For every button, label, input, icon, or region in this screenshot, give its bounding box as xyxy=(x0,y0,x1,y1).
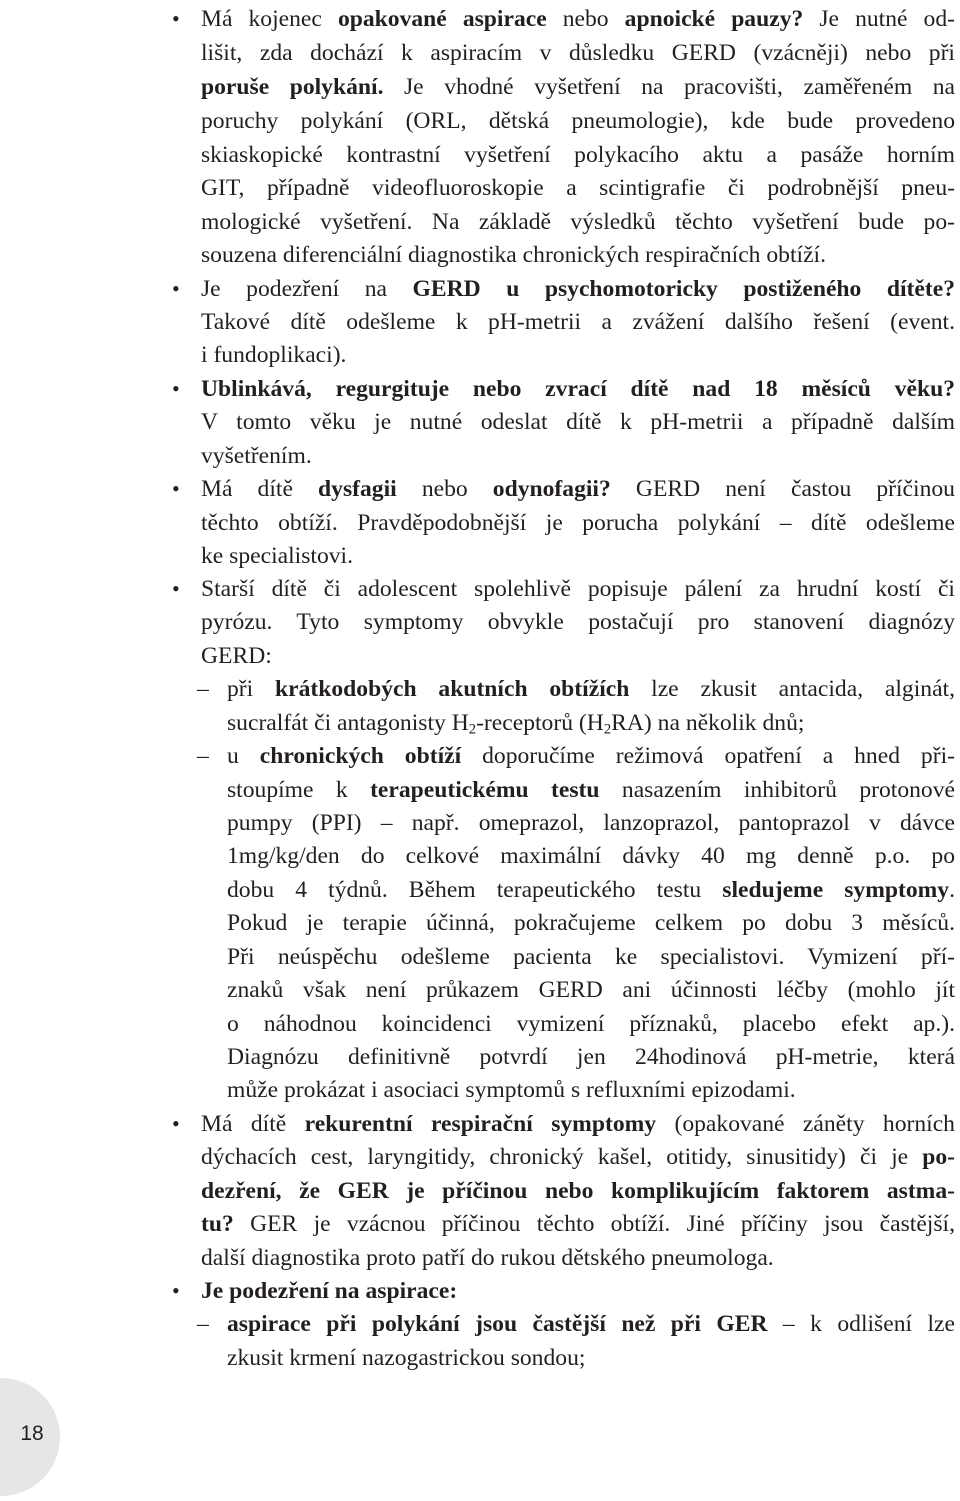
text-line: Takové dítě odešleme k pH-metrii a zvážení dalšího řešení (event. xyxy=(201,309,955,335)
text-line: GIT, případně videofluoroskopie a scintigrafie či podrobnější pneu- xyxy=(201,175,955,201)
text-line: Ublinkává, regurgituje nebo zvrací dítě nad 18 měsíců věku? xyxy=(201,376,955,402)
bullet-marker: • xyxy=(172,376,180,401)
text-line: Diagnózu definitivně potvrdí jen 24hodinová pH-metrie, která xyxy=(227,1044,955,1070)
text-line: Má kojenec opakované aspirace nebo apnoické pauzy? Je nutné od- xyxy=(201,6,955,32)
text-line: Je podezření na aspirace: xyxy=(201,1278,458,1304)
text-line: pyrózu. Tyto symptomy obvykle postačují pro stanovení diagnózy xyxy=(201,609,955,635)
dash-marker: – xyxy=(197,676,209,702)
bullet-marker: • xyxy=(172,1111,180,1136)
text-line: aspirace při polykání jsou častější než při GER – k odlišení lze xyxy=(227,1311,955,1337)
text-line: GERD: xyxy=(201,643,272,669)
bullet-marker: • xyxy=(172,1278,180,1303)
text-line: poruše polykání. Je vhodné vyšetření na pracovišti, zaměřeném na xyxy=(201,74,955,100)
text-line: další diagnostika proto patří do rukou dětského pneumologa. xyxy=(201,1245,774,1271)
text-line: 1mg/kg/den do celkové maximální dávky 40 mg denně p.o. po xyxy=(227,843,955,869)
text-line: Při neúspěchu odešleme pacienta ke specialistovi. Vymizení pří- xyxy=(227,944,955,970)
bullet-marker: • xyxy=(172,276,180,301)
text-line: ke specialistovi. xyxy=(201,543,354,569)
text-line: lišit, zda dochází k aspiracím v důsledku GERD (vzácněji) nebo při xyxy=(201,40,955,66)
text-line: vyšetřením. xyxy=(201,443,312,469)
text-line: zkusit krmení nazogastrickou sondou; xyxy=(227,1345,586,1371)
text-line: stoupíme k terapeutickému testu nasazením inhibitorů protonové xyxy=(227,777,955,803)
text-line: dezření, že GER je příčinou nebo komplikujícím faktorem astma- xyxy=(201,1178,955,1204)
text-line: V tomto věku je nutné odeslat dítě k pH-metrii a případně dalším xyxy=(201,409,955,435)
text-line: pumpy (PPI) – např. omeprazol, lanzoprazol, pantoprazol v dávce xyxy=(227,810,955,836)
text-line: dobu 4 týdnů. Během terapeutického testu sledujeme symptomy. xyxy=(227,877,955,903)
bullet-marker: • xyxy=(172,476,180,501)
text-line: Pokud je terapie účinná, pokračujeme celkem po dobu 3 měsíců. xyxy=(227,910,955,936)
text-line: mologické vyšetření. Na základě výsledků těchto vyšetření bude po- xyxy=(201,209,955,235)
bullet-marker: • xyxy=(172,576,180,601)
text-line: dýchacích cest, laryngitidy, chronický kašel, otitidy, sinusitidy) či je po- xyxy=(201,1144,955,1170)
text-line: při krátkodobých akutních obtížích lze zkusit antacida, alginát, xyxy=(227,676,956,702)
text-line: o náhodnou koincidenci vymizení příznaků, placebo efekt ap.). xyxy=(227,1011,955,1037)
text-line: skiaskopické kontrastní vyšetření polykacího aktu a pasáže horním xyxy=(201,142,955,168)
text-line: tu? GER je vzácnou příčinou těchto obtíží. Jiné příčiny jsou častější, xyxy=(201,1211,955,1237)
text-line: Je podezření na GERD u psychomotoricky postiženého dítěte? xyxy=(201,276,956,302)
dash-marker: – xyxy=(197,743,209,769)
text-line: Má dítě dysfagii nebo odynofagii? GERD není častou příčinou xyxy=(201,476,955,502)
text-line: znaků však není průkazem GERD ani účinnosti léčby (mohlo jít xyxy=(227,977,955,1003)
text-line: může prokázat i asociaci symptomů s refluxními epizodami. xyxy=(227,1077,796,1103)
text-line: souzena diferenciální diagnostika chronických respiračních obtíží. xyxy=(201,242,826,268)
text-line: u chronických obtíží doporučíme režimová opatření a hned při- xyxy=(227,743,955,769)
text-line: těchto obtíží. Pravděpodobnější je porucha polykání – dítě odešleme xyxy=(201,510,955,536)
dash-marker: – xyxy=(197,1311,209,1337)
page-number: 18 xyxy=(20,1422,44,1445)
text-line: i fundoplikaci). xyxy=(201,342,347,368)
text-line: Starší dítě či adolescent spolehlivě popisuje pálení za hrudní kostí či xyxy=(201,576,955,602)
text-line: sucralfát či antagonisty $H_2$-receptorů $(H_2RA)$ na několik dnů; xyxy=(227,710,805,738)
text-line: poruchy polykání (ORL, dětská pneumologie), kde bude provedeno xyxy=(201,108,955,134)
bullet-marker: • xyxy=(172,6,180,31)
text-line: Má dítě rekurentní respirační symptomy (opakované záněty horních xyxy=(201,1111,955,1137)
